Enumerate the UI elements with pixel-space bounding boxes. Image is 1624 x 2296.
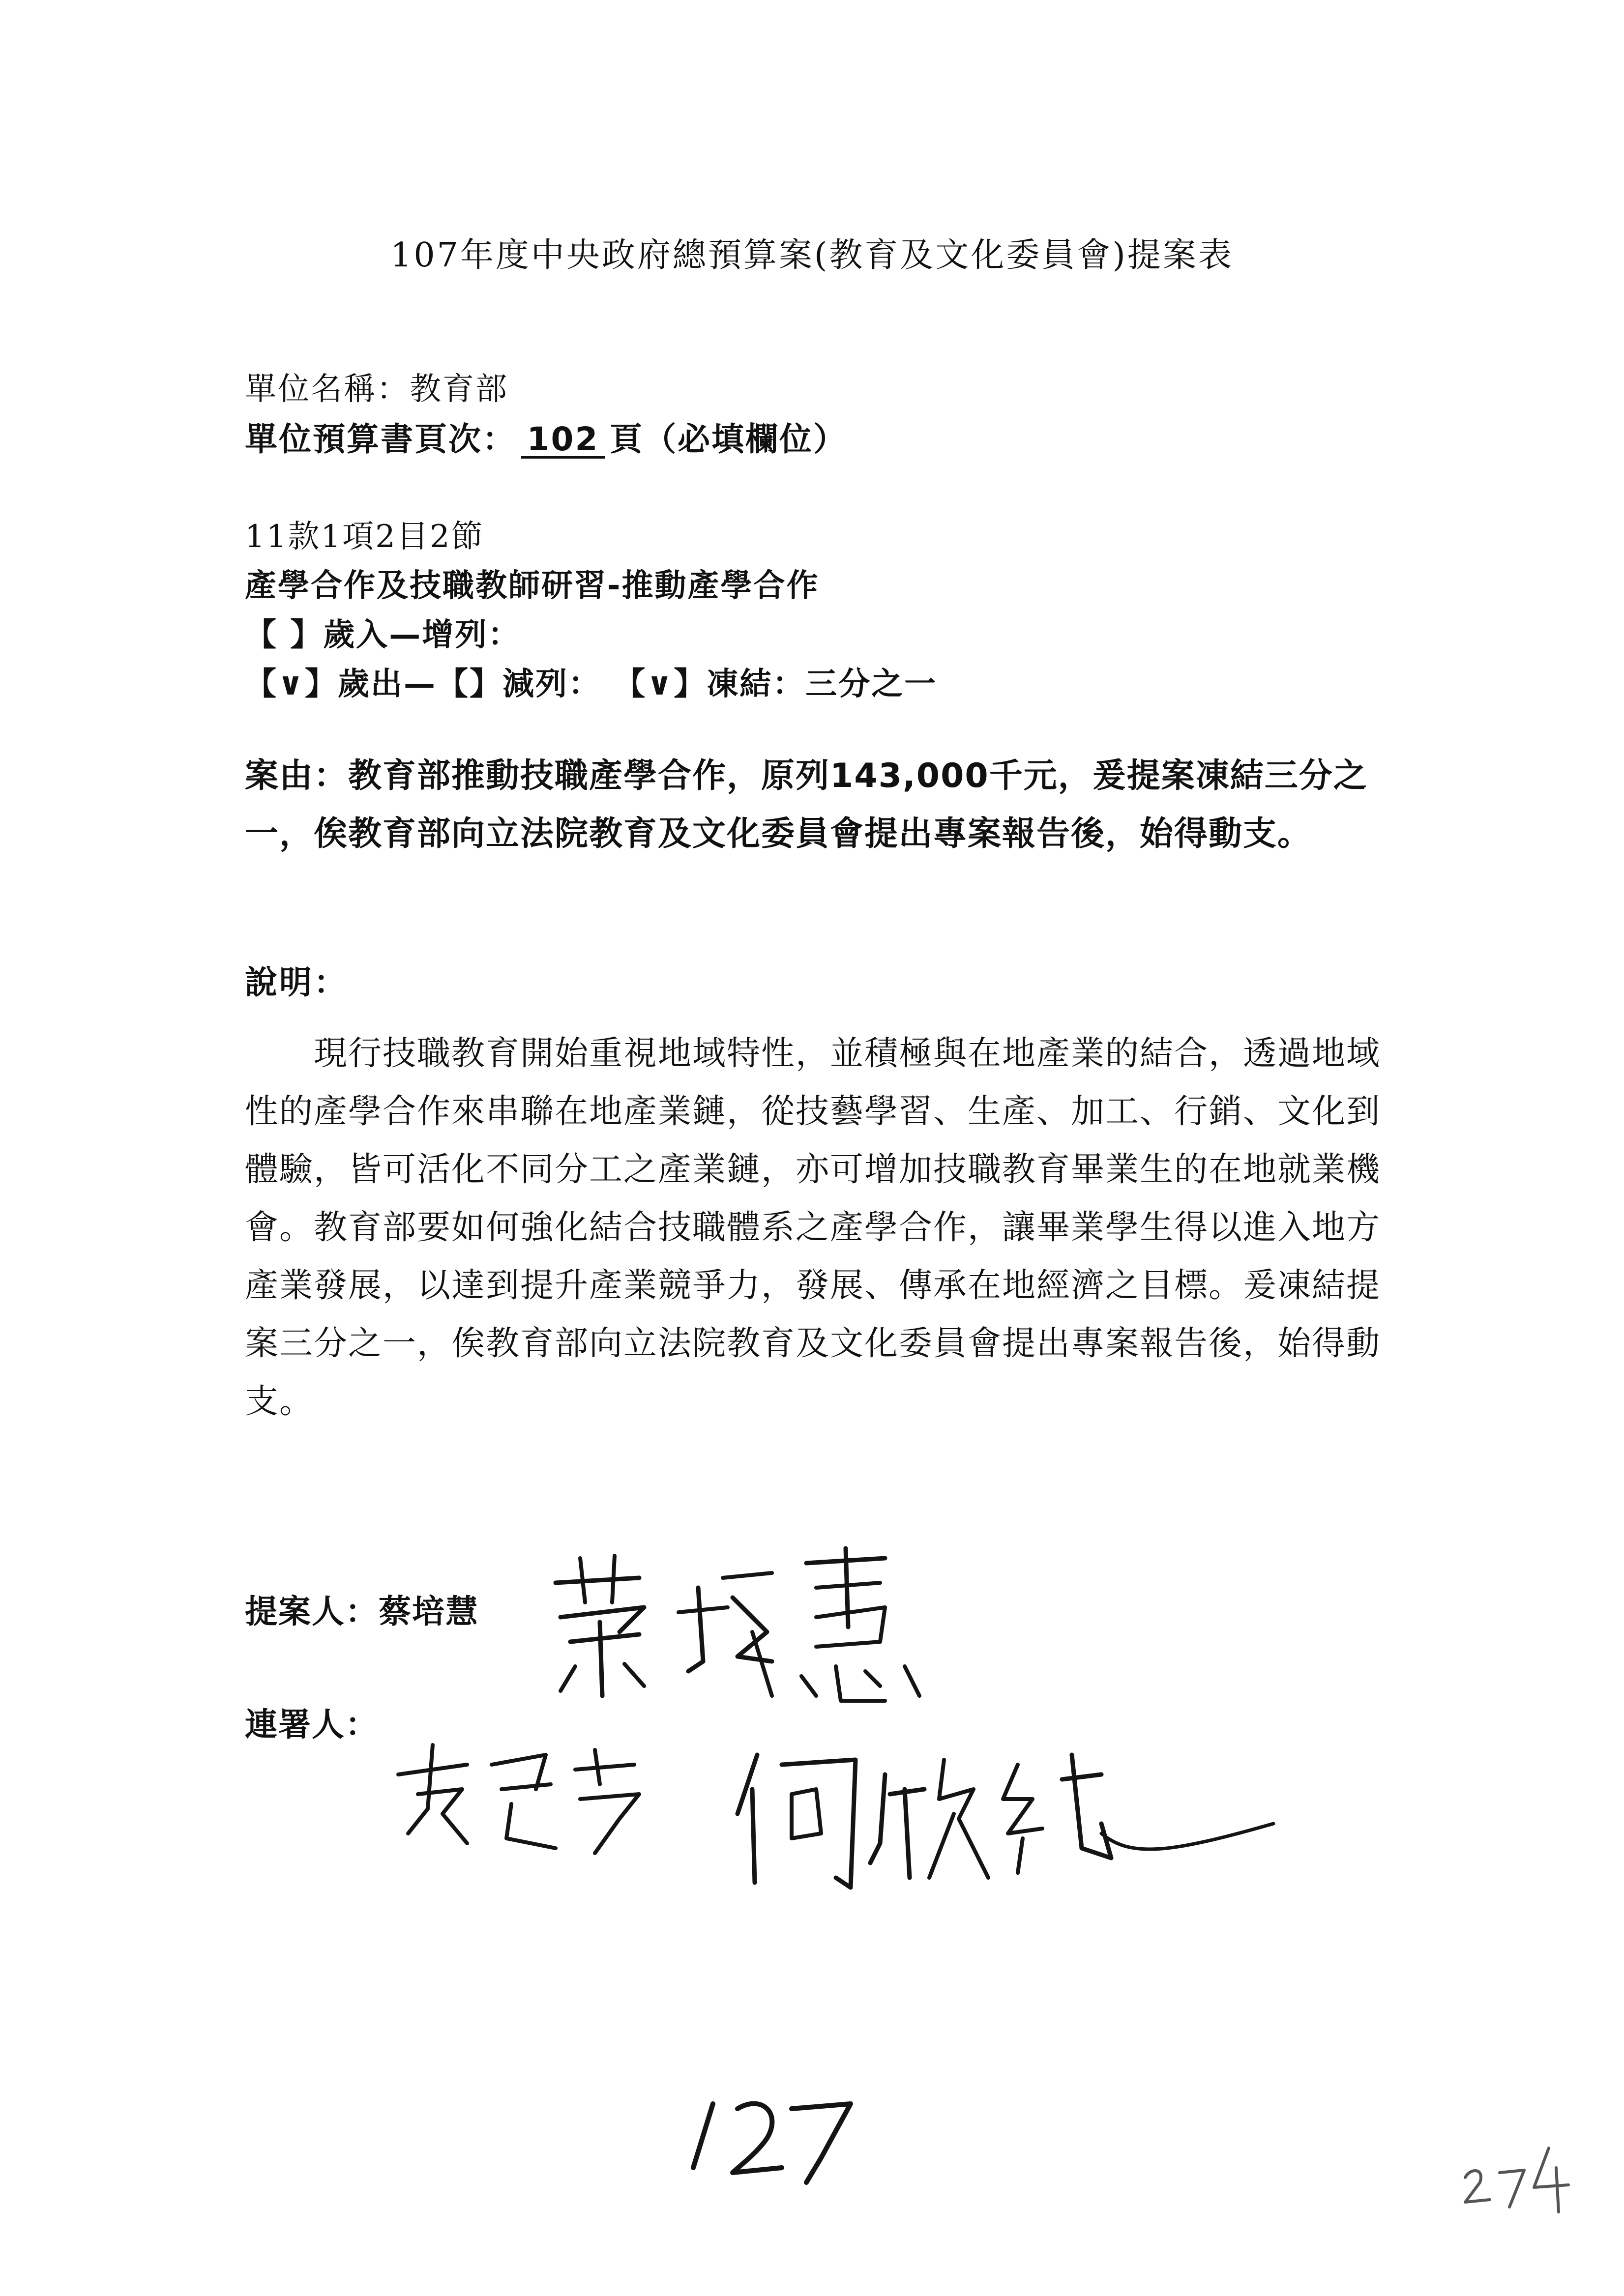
proposer-name: 蔡培慧 xyxy=(379,1593,479,1630)
explanation-label: 說明： xyxy=(245,963,348,1001)
cosigner-signature-li xyxy=(388,1735,664,1863)
proposer-signature xyxy=(541,1548,944,1711)
unit-name-label: 單位名稱： xyxy=(245,371,410,407)
unit-page-row xyxy=(245,413,847,460)
unit-page-suffix: 頁（必填欄位） xyxy=(610,420,847,458)
budget-code: 11款1項2目2節 xyxy=(245,519,484,555)
unit-name-row xyxy=(245,364,508,409)
cosigner-label: 連署人： xyxy=(245,1706,379,1744)
cosigner-signature-he xyxy=(728,1735,1278,1897)
unit-page-label: 單位預算書頁次： xyxy=(245,420,516,458)
reason-label: 案由： xyxy=(245,756,349,795)
explanation-text: 現行技職教育開始重視地域特性，並積極與在地產業的結合，透過地域性的產學合作來串聯在地產業鏈，從技藝學習、生產、加工、行銷、文化到體驗，皆可活化不同分工之產業鏈，亦可增加技職教育畢業生的在地就業機會。教育部要如何強化結合技職體系之產學合作，讓畢業學生得以進入地方產業發展，以達到提升產業競爭力，發展、傳承在地經濟之目標。爰凍結提案三分之一，俟教育部向立法院教育及文化委員會提出專案報告後，始得動支。 xyxy=(245,1034,1381,1421)
revenue-line: 【 】歲入—增列： xyxy=(245,617,521,653)
budget-program: 產學合作及技職教師研習-推動產學合作 xyxy=(245,568,820,604)
expense-line: 【∨】歲出—【】減列： 【∨】凍結：三分之一 xyxy=(245,666,938,702)
corner-page-mark xyxy=(1455,2138,1583,2217)
proposer-label: 提案人： xyxy=(245,1593,379,1630)
unit-name-value: 教育部 xyxy=(410,371,508,407)
reason-block xyxy=(245,747,1395,863)
proposer-row xyxy=(245,1585,479,1632)
page-title: 107年度中央政府總預算案(教育及文化委員會)提案表 xyxy=(390,236,1234,275)
handwritten-page-number xyxy=(683,2089,870,2187)
reason-text: 教育部推動技職產學合作，原列143,000千元，爰提案凍結三分之一，俟教育部向立法院教育及文化委員會提出專案報告後，始得動支。 xyxy=(245,756,1368,853)
unit-page-number: 102 xyxy=(521,422,605,459)
